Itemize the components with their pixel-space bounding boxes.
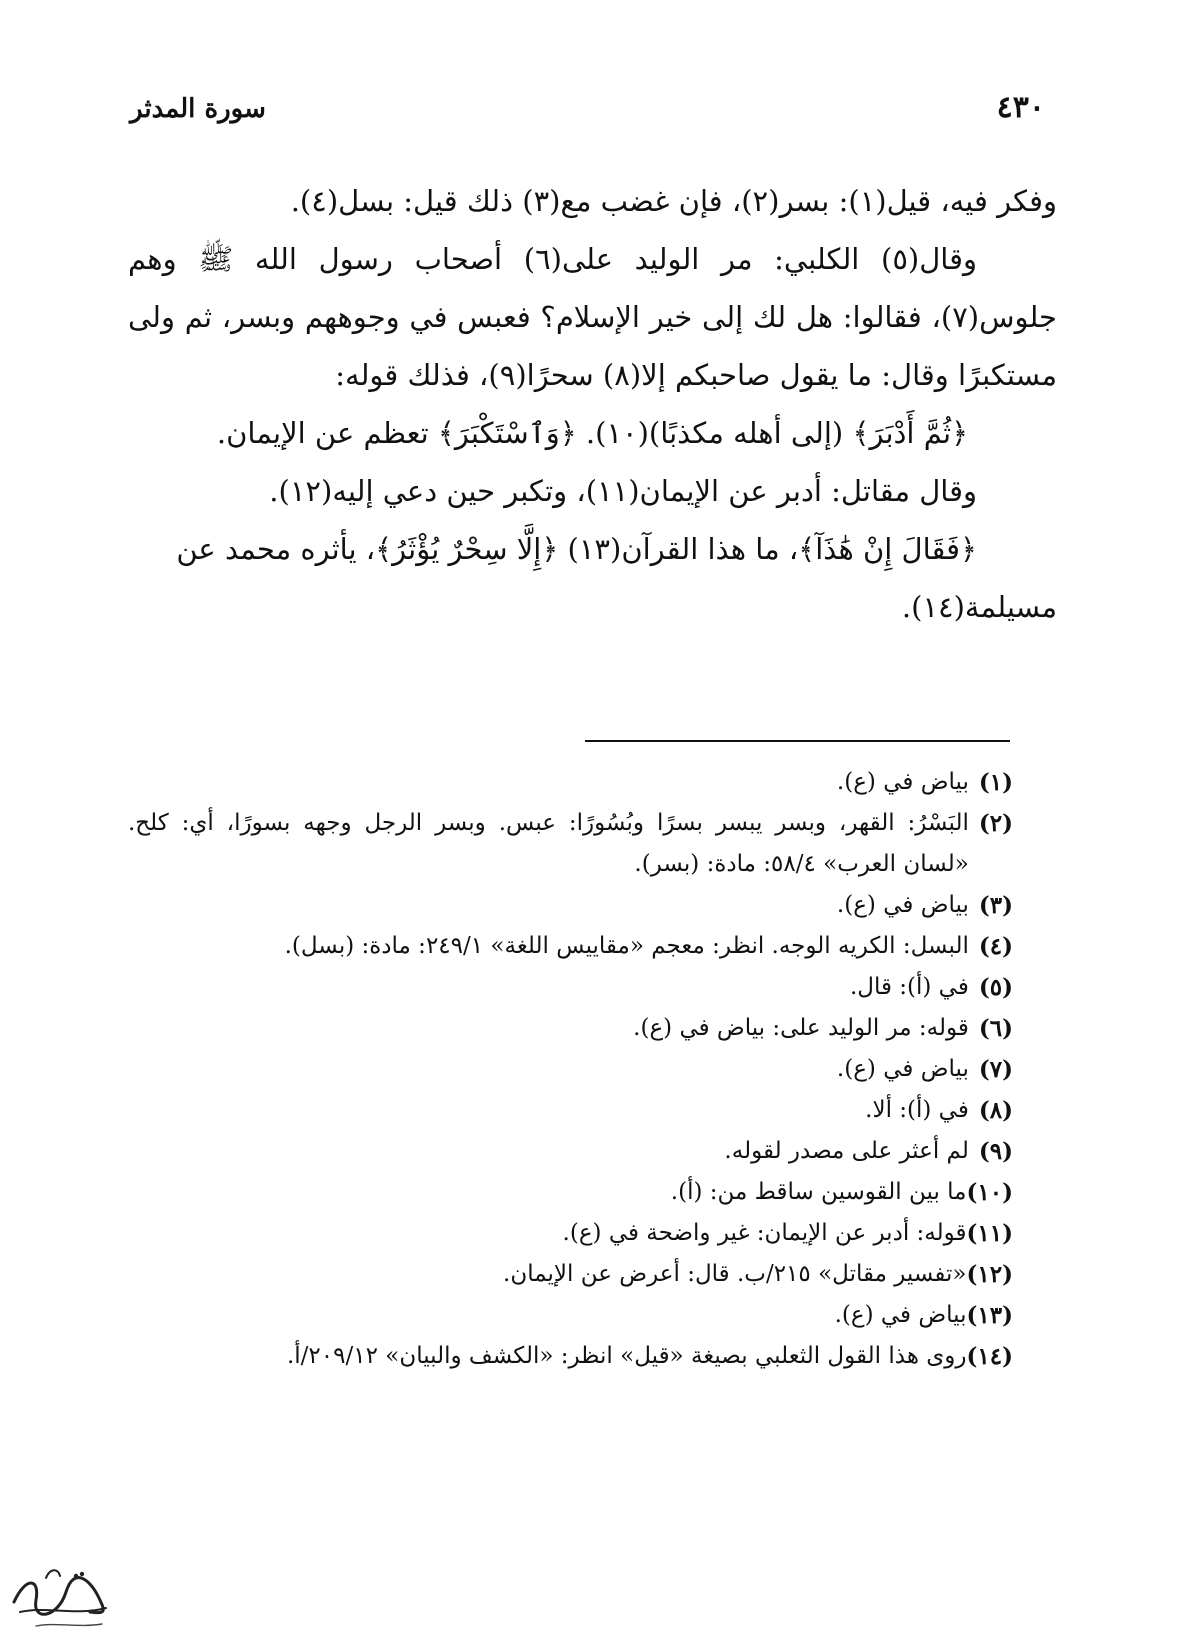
footnote-number: (١٣) <box>966 1302 1013 1329</box>
footnote <box>128 1090 1013 1131</box>
footnote-text: لم أعثر على مصدر لقوله. <box>724 1138 969 1164</box>
publisher-stamp-logo <box>6 1556 116 1636</box>
footnote-text: روى هذا القول الثعلبي بصيغة «قيل» انظر: «الكشف والبيان» ٢٠٩/١٢/أ. <box>286 1343 967 1369</box>
page-number: ٤٣٠ <box>996 90 1045 125</box>
footnote <box>128 762 1013 803</box>
footnote <box>128 1295 1013 1336</box>
paragraph: وفكر فيه، قيل(١): بسر(٢)، فإن غضب مع(٣) ذلك قيل: بسل(٤). <box>290 184 1057 218</box>
footnote-number: (٧) <box>978 1056 1013 1083</box>
footnotes <box>128 762 1013 1377</box>
footnote <box>128 1336 1013 1377</box>
footnote-text: بياض في (ع). <box>836 1056 969 1082</box>
footnote-number: (٨) <box>978 1097 1013 1124</box>
footnote-number: (٥) <box>978 974 1013 1001</box>
footnote-number: (٦) <box>978 1015 1013 1042</box>
footnote-divider <box>585 740 1010 742</box>
paragraph: وقال مقاتل: أدبر عن الإيمان(١١)، وتكبر حين دعي إليه(١٢). <box>269 474 977 508</box>
footnote-number: (٤) <box>978 933 1013 960</box>
quran-verse-line: ﴿ثُمَّ أَدْبَرَ﴾ (إلى أهله مكذبًا)(١٠). ﴿وَٱسْتَكْبَرَ﴾ تعظم عن الإيمان. <box>216 416 969 450</box>
footnote <box>128 885 1013 926</box>
footnote-number: (٩) <box>978 1138 1013 1165</box>
footnote-number: (١١) <box>966 1220 1013 1247</box>
footnote-number: (١٤) <box>966 1343 1013 1370</box>
footnote-text: بياض في (ع). <box>834 1302 967 1328</box>
footnote-text: ما بين القوسين ساقط من: (أ). <box>670 1179 967 1205</box>
footnote <box>128 1008 1013 1049</box>
footnote <box>128 1131 1013 1172</box>
footnote-text: «تفسير مقاتل» ٢١٥/ب. قال: أعرض عن الإيمان. <box>503 1261 967 1287</box>
footnote <box>128 1172 1013 1213</box>
footnote-text: في (أ): ألا. <box>865 1097 969 1123</box>
footnote <box>128 967 1013 1008</box>
footnote-text: بياض في (ع). <box>836 769 969 795</box>
page-header <box>130 90 1045 125</box>
footnote-number: (٢) <box>978 810 1013 837</box>
footnote-number: (٣) <box>978 892 1013 919</box>
footnote <box>128 926 1013 967</box>
paragraph: وقال(٥) الكلبي: مر الوليد على(٦) أصحاب رسول الله ﷺ وهم جلوس(٧)، فقالوا: هل لك إلى خير الإسلام؟ فعبس في وجوههم وبسر، ثم ولى مستكبرًا وقال: ما يقول صاحبكم إلا(٨) سحرًا(٩)، فذلك قوله: <box>128 242 1057 392</box>
footnote <box>128 1254 1013 1295</box>
footnote-text: في (أ): قال. <box>849 974 969 1000</box>
footnote-text: بياض في (ع). <box>836 892 969 918</box>
footnote-text: قوله: مر الوليد على: بياض في (ع). <box>633 1015 969 1041</box>
footnote-number: (١) <box>978 769 1013 796</box>
paragraph: ﴿فَقَالَ إِنْ هَٰذَآ﴾، ما هذا القرآن(١٣) ﴿إِلَّا سِحْرٌ يُؤْثَرُ﴾، يأثره محمد عن مسيلمة(١٤). <box>176 532 1057 624</box>
main-text <box>128 172 1057 636</box>
footnote <box>128 803 1013 885</box>
surah-title: سورة المدثر <box>130 94 266 124</box>
footnote-number: (١٠) <box>966 1179 1013 1206</box>
footnote-text: قوله: أدبر عن الإيمان: غير واضحة في (ع). <box>562 1220 967 1246</box>
footnote-text: البسل: الكريه الوجه. انظر: معجم «مقاييس اللغة» ٢٤٩/١: مادة: (بسل). <box>284 933 969 959</box>
footnote-number: (١٢) <box>966 1261 1013 1288</box>
footnote-text: البَسْرُ: القهر، وبسر يبسر بسرًا وبُسُورًا: عبس. وبسر الرجل وجهه بسورًا، أي: كلح. «لسان العرب» ٥٨/٤: مادة: (بسر). <box>128 810 969 877</box>
footnote <box>128 1213 1013 1254</box>
footnote <box>128 1049 1013 1090</box>
